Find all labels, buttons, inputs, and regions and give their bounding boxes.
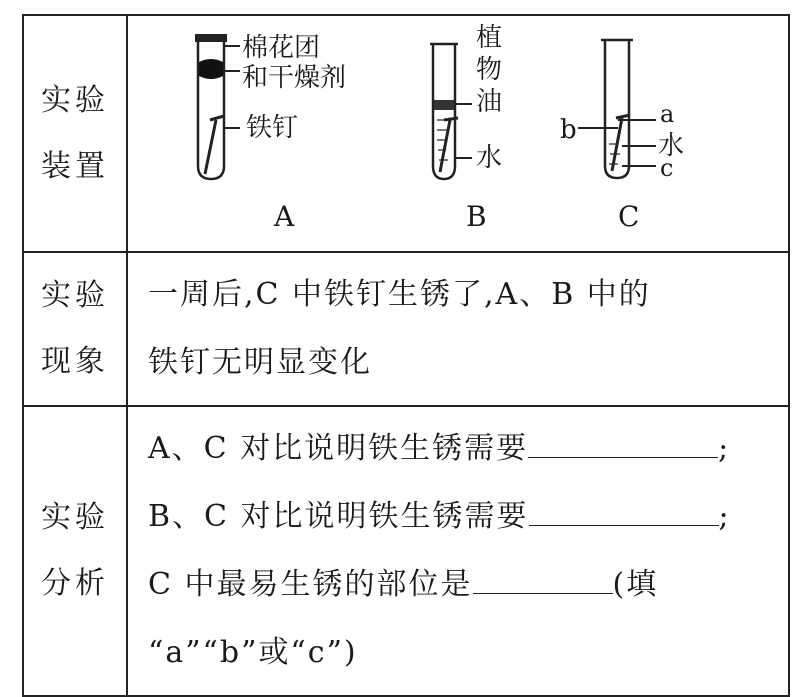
tube-b-label-oil-1: 植 [476,23,503,53]
apparatus-diagram [128,16,790,251]
answer-blank-3[interactable] [473,567,613,594]
question-2-end: ; [718,499,731,534]
tube-b-label-water: 水 [476,143,503,173]
tube-b-label-oil-3: 油 [476,87,503,117]
tube-a-label-nail: 铁钉 [246,113,299,143]
cotton-desiccant-plug [199,59,223,79]
tube-c-letter: C [618,200,640,233]
question-2-text: B、C 对比说明铁生锈需要 [148,499,529,534]
tube-c-label-a: a [660,100,675,128]
iron-nail-a [205,120,216,174]
question-1-text: A、C 对比说明铁生锈需要 [148,431,529,466]
tube-c-label-c: c [660,154,674,182]
tube-b-letter: B [466,200,487,233]
phenomenon-row-label [23,252,127,406]
answer-blank-1[interactable] [528,431,718,458]
tube-b-label-oil-2: 物 [476,55,503,85]
test-tube-c [560,40,684,233]
apparatus-label-line1: 实验 [41,82,109,118]
question-3-end: (填 [612,567,659,602]
phenomenon-label-line1: 实验 [41,278,109,313]
analysis-question-2 [148,483,776,551]
tube-c-label-b: b [560,115,577,145]
analysis-label-line2: 分析 [41,566,109,601]
apparatus-cell [127,15,789,252]
analysis-question-3 [148,551,776,619]
question-3-text: C 中最易生锈的部位是 [148,567,473,602]
tube-a-letter: A [274,200,295,233]
tube-a-label-cotton: 棉花团 [242,33,321,63]
analysis-cell [127,406,789,696]
apparatus-label-line2: 装置 [41,148,109,184]
answer-blank-2[interactable] [529,499,719,526]
test-tube-a [195,33,346,233]
apparatus-row-label [23,15,127,252]
experiment-table [22,14,790,697]
test-tube-b [430,23,502,233]
phenomenon-text-line2: 铁钉无明显变化 [148,345,372,380]
tube-c-label-water: 水 [658,131,685,161]
iron-nail-b [440,120,450,172]
analysis-question-3-options: “a”“b”或“c”) [148,635,358,670]
question-1-end: ; [718,431,731,466]
analysis-question-1 [148,415,776,483]
phenomenon-label-line2: 现象 [41,344,109,379]
tube-a-label-desiccant: 和干燥剂 [242,63,347,93]
analysis-label-line1: 实验 [41,500,109,535]
phenomenon-text-line1: 一周后,C 中铁钉生锈了,A、B 中的 [148,277,651,312]
analysis-row-label [23,406,127,696]
vegetable-oil-layer [434,100,454,110]
phenomenon-cell [127,252,789,406]
